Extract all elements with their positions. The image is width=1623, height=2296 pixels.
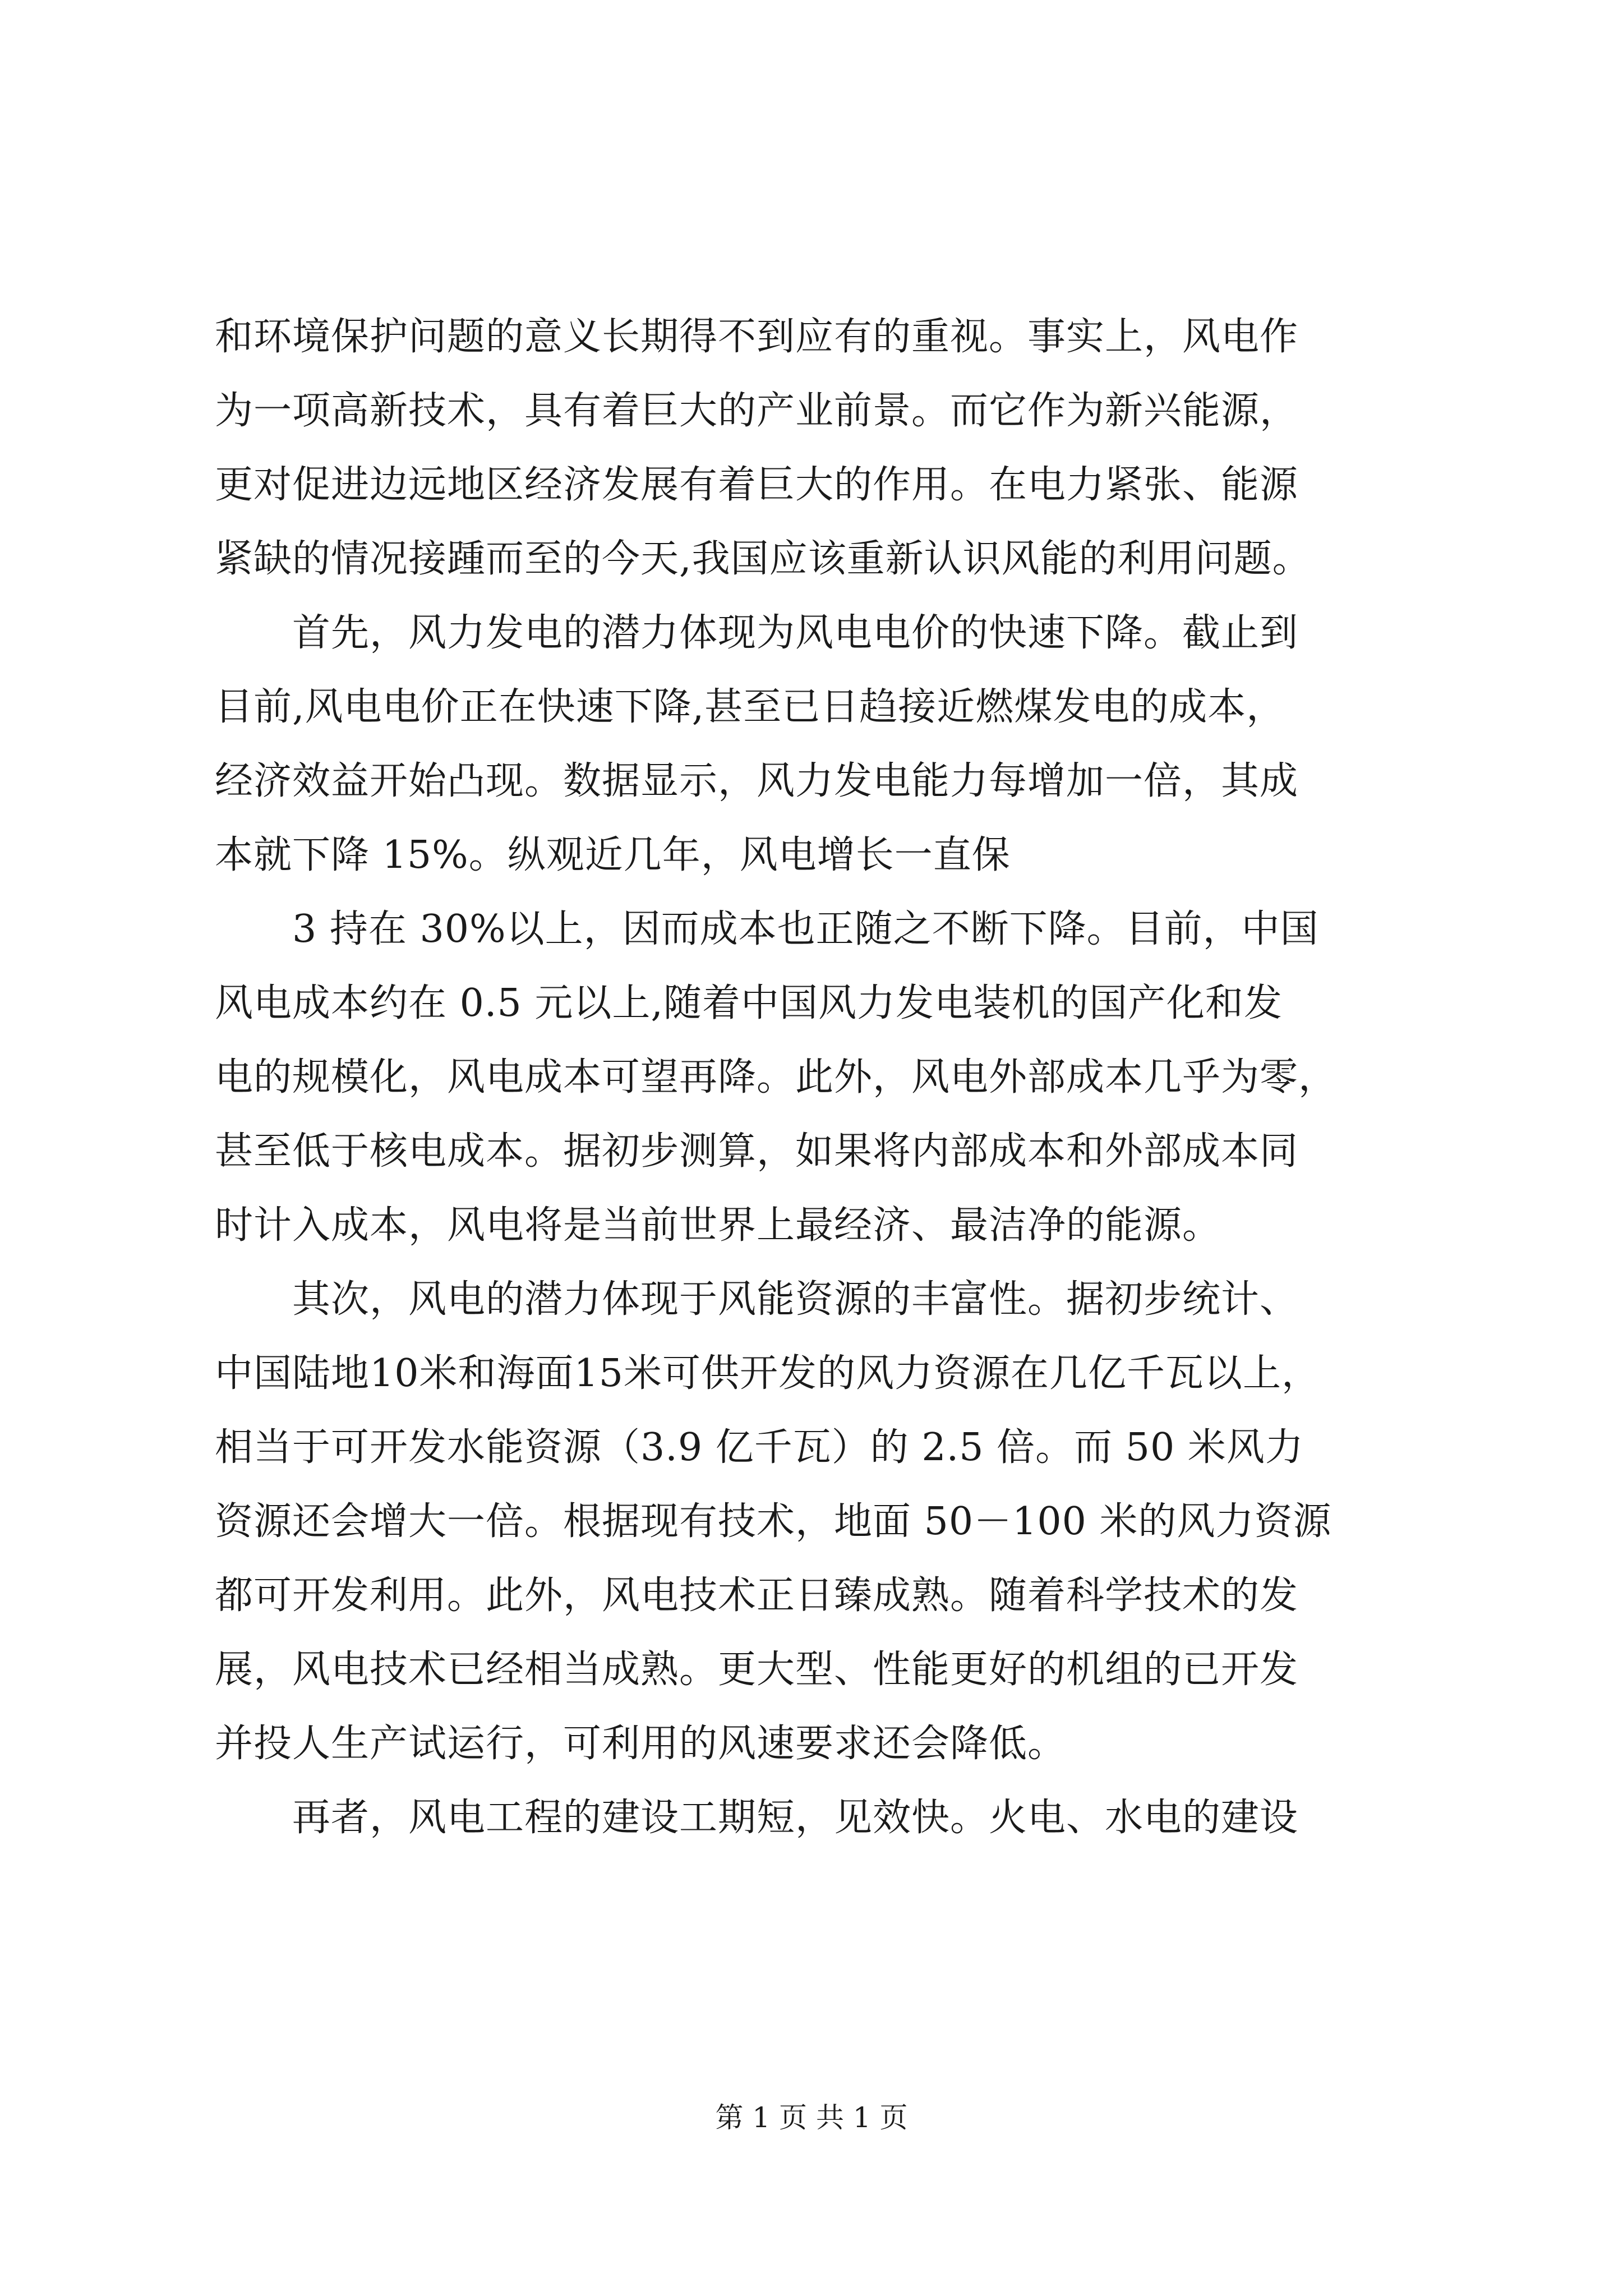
text-line: 和环境保护问题的意义长期得不到应有的重视。事实上，风电作 bbox=[215, 315, 1299, 359]
text-line: 经济效益开始凸现。数据显示，风力发电能力每增加一倍，其成 bbox=[215, 759, 1299, 803]
text-line: 再者，风电工程的建设工期短，见效快。火电、水电的建设 bbox=[215, 1796, 1299, 1840]
text-line: 其次，风电的潜力体现于风能资源的丰富性。据初步统计、 bbox=[215, 1277, 1299, 1322]
text-line: 资源还会增大一倍。根据现有技术，地面 50－100 米的风力资源 bbox=[215, 1499, 1332, 1544]
text-line: 展，风电技术已经相当成熟。更大型、性能更好的机组的已开发 bbox=[215, 1648, 1299, 1692]
text-line: 更对促进边远地区经济发展有着巨大的作用。在电力紧张、能源 bbox=[215, 463, 1299, 507]
text-line: 并投人生产试运行，可利用的风速要求还会降低。 bbox=[215, 1722, 1067, 1766]
text-line: 都可开发利用。此外，风电技术正日臻成熟。随着科学技术的发 bbox=[215, 1573, 1299, 1618]
text-line: 中国陆地10米和海面15米可供开发的风力资源在几亿千瓦以上， bbox=[215, 1351, 1321, 1396]
document-body bbox=[215, 300, 1421, 1855]
page-footer: 第 1 页 共 1 页 bbox=[715, 2101, 908, 2134]
text-line: 相当于可开发水能资源（3.9 亿千瓦）的 2.5 倍。而 50 米风力 bbox=[215, 1425, 1304, 1470]
text-line: 为一项高新技术，具有着巨大的产业前景。而它作为新兴能源， bbox=[215, 389, 1299, 433]
text-line: 首先，风力发电的潜力体现为风电电价的快速下降。截止到 bbox=[215, 611, 1299, 655]
text-line: 甚至低于核电成本。据初步测算，如果将内部成本和外部成本同 bbox=[215, 1129, 1299, 1174]
text-line: 电的规模化，风电成本可望再降。此外，风电外部成本几乎为零， bbox=[215, 1055, 1338, 1099]
text-line: 3 持在 30%以上，因而成本也正随之不断下降。目前，中国 bbox=[215, 907, 1319, 951]
text-line: 紧缺的情况接踵而至的今天,我国应该重新认识风能的利用问题。 bbox=[215, 537, 1311, 581]
text-line: 目前,风电电价正在快速下降,甚至已日趋接近燃煤发电的成本， bbox=[215, 685, 1285, 729]
text-line: 本就下降 15%。纵观近几年，风电增长一直保 bbox=[215, 833, 1011, 877]
text-line: 风电成本约在 0.5 元以上,随着中国风力发电装机的国产化和发 bbox=[215, 981, 1283, 1025]
text-line: 时计入成本，风电将是当前世界上最经济、最洁净的能源。 bbox=[215, 1203, 1221, 1248]
